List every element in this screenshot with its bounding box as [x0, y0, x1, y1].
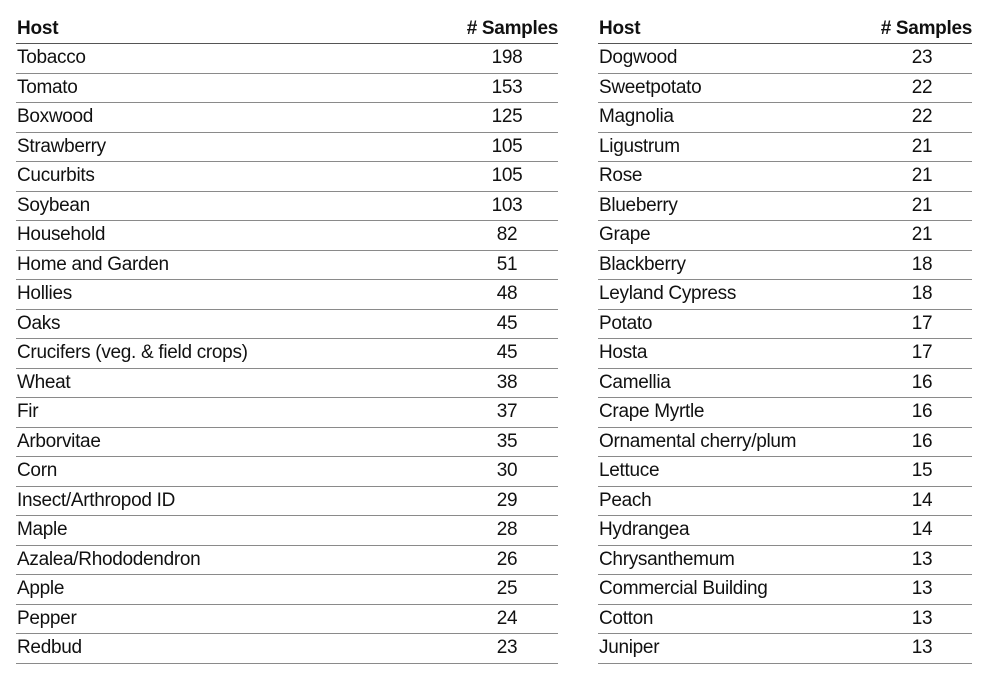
- host-name: Juniper: [599, 637, 660, 659]
- host-name: Cotton: [599, 607, 654, 629]
- host-name: Lettuce: [599, 460, 660, 482]
- host-name: Cucurbits: [17, 165, 95, 187]
- table-row: [598, 369, 972, 399]
- sample-count: 198: [491, 47, 523, 69]
- left-samples-table: [16, 14, 558, 664]
- sample-count: 103: [491, 194, 523, 216]
- table-row: [598, 487, 972, 517]
- host-name: Hosta: [599, 342, 648, 364]
- host-name: Corn: [17, 460, 57, 482]
- host-name: Hollies: [17, 283, 72, 305]
- table-row: [598, 634, 972, 664]
- sample-count: 15: [911, 460, 933, 482]
- sample-count: 24: [496, 607, 518, 629]
- table-row: [16, 516, 558, 546]
- host-name: Commercial Building: [599, 578, 768, 600]
- sample-count: 14: [911, 519, 933, 541]
- host-column-header: Host: [599, 18, 641, 39]
- host-name: Fir: [17, 401, 39, 423]
- host-name: Strawberry: [17, 135, 106, 157]
- table-row: [16, 428, 558, 458]
- table-row: [598, 516, 972, 546]
- sample-count: 105: [491, 165, 523, 187]
- table-row: [598, 103, 972, 133]
- sample-count: 125: [491, 106, 523, 128]
- host-name: Hydrangea: [599, 519, 690, 541]
- sample-count: 37: [496, 401, 518, 423]
- sample-count: 25: [496, 578, 518, 600]
- table-row: [598, 251, 972, 281]
- sample-count: 13: [911, 607, 933, 629]
- right-table-header: [598, 14, 972, 44]
- table-row: [598, 192, 972, 222]
- host-name: Tomato: [17, 76, 78, 98]
- table-row: [598, 457, 972, 487]
- table-row: [16, 280, 558, 310]
- host-column-header: Host: [17, 18, 59, 39]
- host-name: Peach: [599, 489, 652, 511]
- table-row: [598, 339, 972, 369]
- sample-count: 13: [911, 637, 933, 659]
- host-name: Redbud: [17, 637, 82, 659]
- host-name: Azalea/Rhododendron: [17, 548, 201, 570]
- sample-count: 48: [496, 283, 518, 305]
- sample-count: 21: [911, 194, 933, 216]
- right-samples-table: [598, 14, 972, 664]
- table-row: [16, 634, 558, 664]
- sample-count: 26: [496, 548, 518, 570]
- table-row: [598, 575, 972, 605]
- table-row: [16, 133, 558, 163]
- sample-count: 28: [496, 519, 518, 541]
- left-table-header: [16, 14, 558, 44]
- sample-count: 17: [911, 312, 933, 334]
- host-name: Wheat: [17, 371, 71, 393]
- sample-count: 153: [491, 76, 523, 98]
- host-name: Leyland Cypress: [599, 283, 737, 305]
- table-row: [598, 221, 972, 251]
- sample-count: 105: [491, 135, 523, 157]
- sample-count: 29: [496, 489, 518, 511]
- table-row: [16, 192, 558, 222]
- table-row: [598, 162, 972, 192]
- sample-count: 18: [911, 253, 933, 275]
- sample-count: 30: [496, 460, 518, 482]
- sample-count: 16: [911, 371, 933, 393]
- host-name: Grape: [599, 224, 651, 246]
- host-name: Household: [17, 224, 106, 246]
- host-name: Boxwood: [17, 106, 94, 128]
- sample-count: 16: [911, 430, 933, 452]
- host-name: Camellia: [599, 371, 671, 393]
- host-name: Sweetpotato: [599, 76, 702, 98]
- samples-column-header: # Samples: [466, 18, 558, 39]
- host-name: Oaks: [17, 312, 61, 334]
- host-name: Insect/Arthropod ID: [17, 489, 175, 511]
- table-row: [598, 44, 972, 74]
- sample-count: 22: [911, 106, 933, 128]
- table-row: [16, 74, 558, 104]
- table-row: [16, 605, 558, 635]
- host-name: Crape Myrtle: [599, 401, 705, 423]
- host-name: Tobacco: [17, 47, 86, 69]
- host-name: Potato: [599, 312, 653, 334]
- table-row: [16, 310, 558, 340]
- right-table-body: [598, 44, 972, 664]
- sample-count: 35: [496, 430, 518, 452]
- table-row: [16, 398, 558, 428]
- table-row: [16, 339, 558, 369]
- host-name: Magnolia: [599, 106, 674, 128]
- table-row: [16, 369, 558, 399]
- table-row: [598, 133, 972, 163]
- sample-count: 17: [911, 342, 933, 364]
- host-name: Apple: [17, 578, 65, 600]
- host-name: Maple: [17, 519, 68, 541]
- sample-count: 21: [911, 165, 933, 187]
- table-row: [598, 74, 972, 104]
- host-name: Crucifers (veg. & field crops): [17, 342, 248, 364]
- table-row: [16, 251, 558, 281]
- table-row: [16, 457, 558, 487]
- table-row: [16, 221, 558, 251]
- host-name: Home and Garden: [17, 253, 169, 275]
- sample-count: 45: [496, 342, 518, 364]
- table-row: [16, 487, 558, 517]
- sample-count: 21: [911, 135, 933, 157]
- host-name: Blueberry: [599, 194, 678, 216]
- table-row: [16, 103, 558, 133]
- table-row: [598, 605, 972, 635]
- sample-count: 13: [911, 578, 933, 600]
- table-row: [598, 398, 972, 428]
- sample-count: 13: [911, 548, 933, 570]
- table-row: [16, 546, 558, 576]
- sample-count: 51: [496, 253, 518, 275]
- sample-count: 23: [911, 47, 933, 69]
- host-name: Rose: [599, 165, 643, 187]
- host-name: Ornamental cherry/plum: [599, 430, 797, 452]
- sample-count: 21: [911, 224, 933, 246]
- table-row: [16, 44, 558, 74]
- samples-column-header: # Samples: [880, 18, 972, 39]
- host-name: Blackberry: [599, 253, 686, 275]
- host-name: Ligustrum: [599, 135, 680, 157]
- host-name: Pepper: [17, 607, 77, 629]
- host-name: Chrysanthemum: [599, 548, 735, 570]
- sample-count: 18: [911, 283, 933, 305]
- table-row: [16, 162, 558, 192]
- sample-count: 22: [911, 76, 933, 98]
- sample-count: 14: [911, 489, 933, 511]
- host-name: Arborvitae: [17, 430, 101, 452]
- sample-count: 16: [911, 401, 933, 423]
- sample-count: 38: [496, 371, 518, 393]
- table-row: [598, 310, 972, 340]
- table-row: [598, 280, 972, 310]
- host-name: Soybean: [17, 194, 90, 216]
- left-table-body: [16, 44, 558, 664]
- sample-count: 23: [496, 637, 518, 659]
- sample-count: 45: [496, 312, 518, 334]
- table-row: [16, 575, 558, 605]
- table-row: [598, 546, 972, 576]
- host-name: Dogwood: [599, 47, 678, 69]
- sample-count: 82: [496, 224, 518, 246]
- table-row: [598, 428, 972, 458]
